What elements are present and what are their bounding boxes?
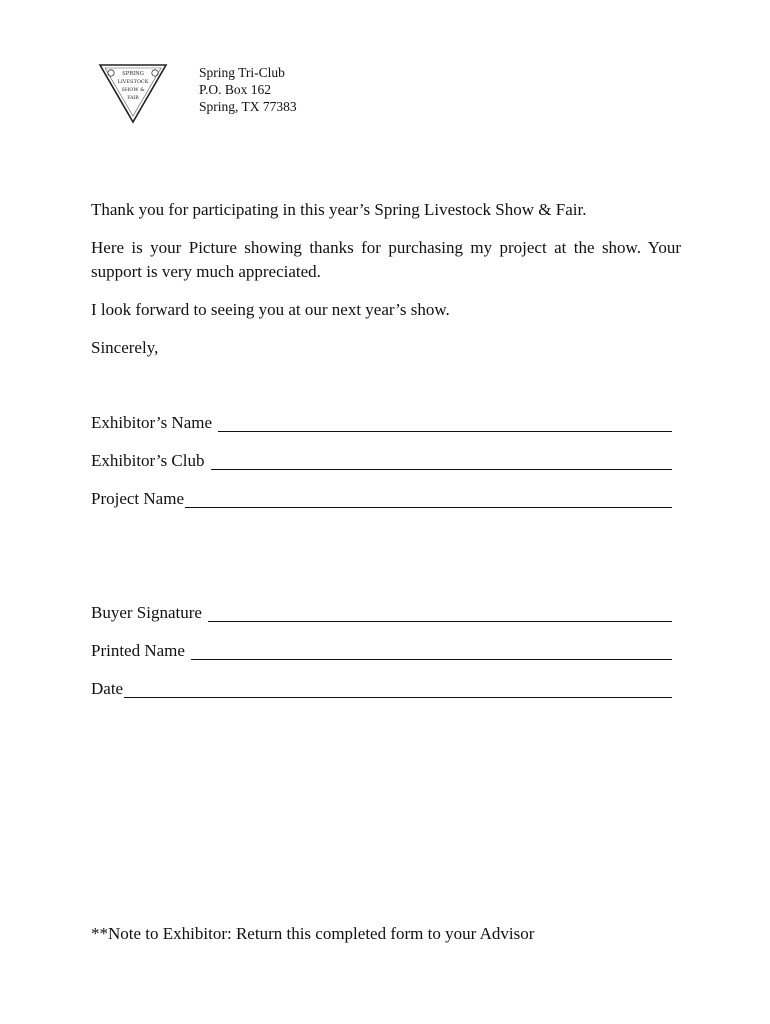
logo-text-3: SHOW & xyxy=(121,87,145,93)
date-blank[interactable] xyxy=(124,681,672,698)
thank-you-line: Thank you for participating in this year’s Spring Livestock Show & Fair. xyxy=(91,200,587,219)
exhibitor-name-field[interactable] xyxy=(91,411,672,433)
date-field[interactable] xyxy=(91,677,672,699)
exhibitor-note: **Note to Exhibitor: Return this completed form to your Advisor xyxy=(91,924,535,943)
logo-text-1: SPRING xyxy=(122,71,144,77)
address-line-3: Spring, TX 77383 xyxy=(199,99,297,114)
exhibitor-name-label: Exhibitor’s Name xyxy=(91,413,213,432)
address-line-1: Spring Tri-Club xyxy=(199,65,285,80)
buyer-signature-label: Buyer Signature xyxy=(91,603,202,622)
printed-name-blank[interactable] xyxy=(191,643,672,660)
livestock-show-logo xyxy=(98,62,168,124)
exhibitor-club-blank[interactable] xyxy=(211,453,673,470)
project-name-field[interactable] xyxy=(91,487,672,509)
buyer-signature-field[interactable] xyxy=(91,601,672,623)
buyer-signature-blank[interactable] xyxy=(208,605,672,622)
look-forward-line: I look forward to seeing you at our next year’s show. xyxy=(91,300,450,319)
exhibitor-club-field[interactable] xyxy=(91,449,672,471)
logo-text-2: LIVESTOCK xyxy=(117,79,149,85)
return-address xyxy=(199,64,297,115)
address-line-2: P.O. Box 162 xyxy=(199,82,272,97)
exhibitor-club-label: Exhibitor’s Club xyxy=(91,451,205,470)
project-name-label: Project Name xyxy=(91,489,184,508)
date-label: Date xyxy=(91,679,124,698)
logo-text-4: FAIR xyxy=(127,96,139,101)
project-name-blank[interactable] xyxy=(185,491,672,508)
printed-name-label: Printed Name xyxy=(91,641,185,660)
printed-name-field[interactable] xyxy=(91,639,672,661)
closing: Sincerely, xyxy=(91,338,159,357)
exhibitor-name-blank[interactable] xyxy=(218,415,672,432)
thanks-paragraph: Here is your Picture showing thanks for purchasing my project at the show. Your support is very much appreciated. xyxy=(91,238,681,281)
